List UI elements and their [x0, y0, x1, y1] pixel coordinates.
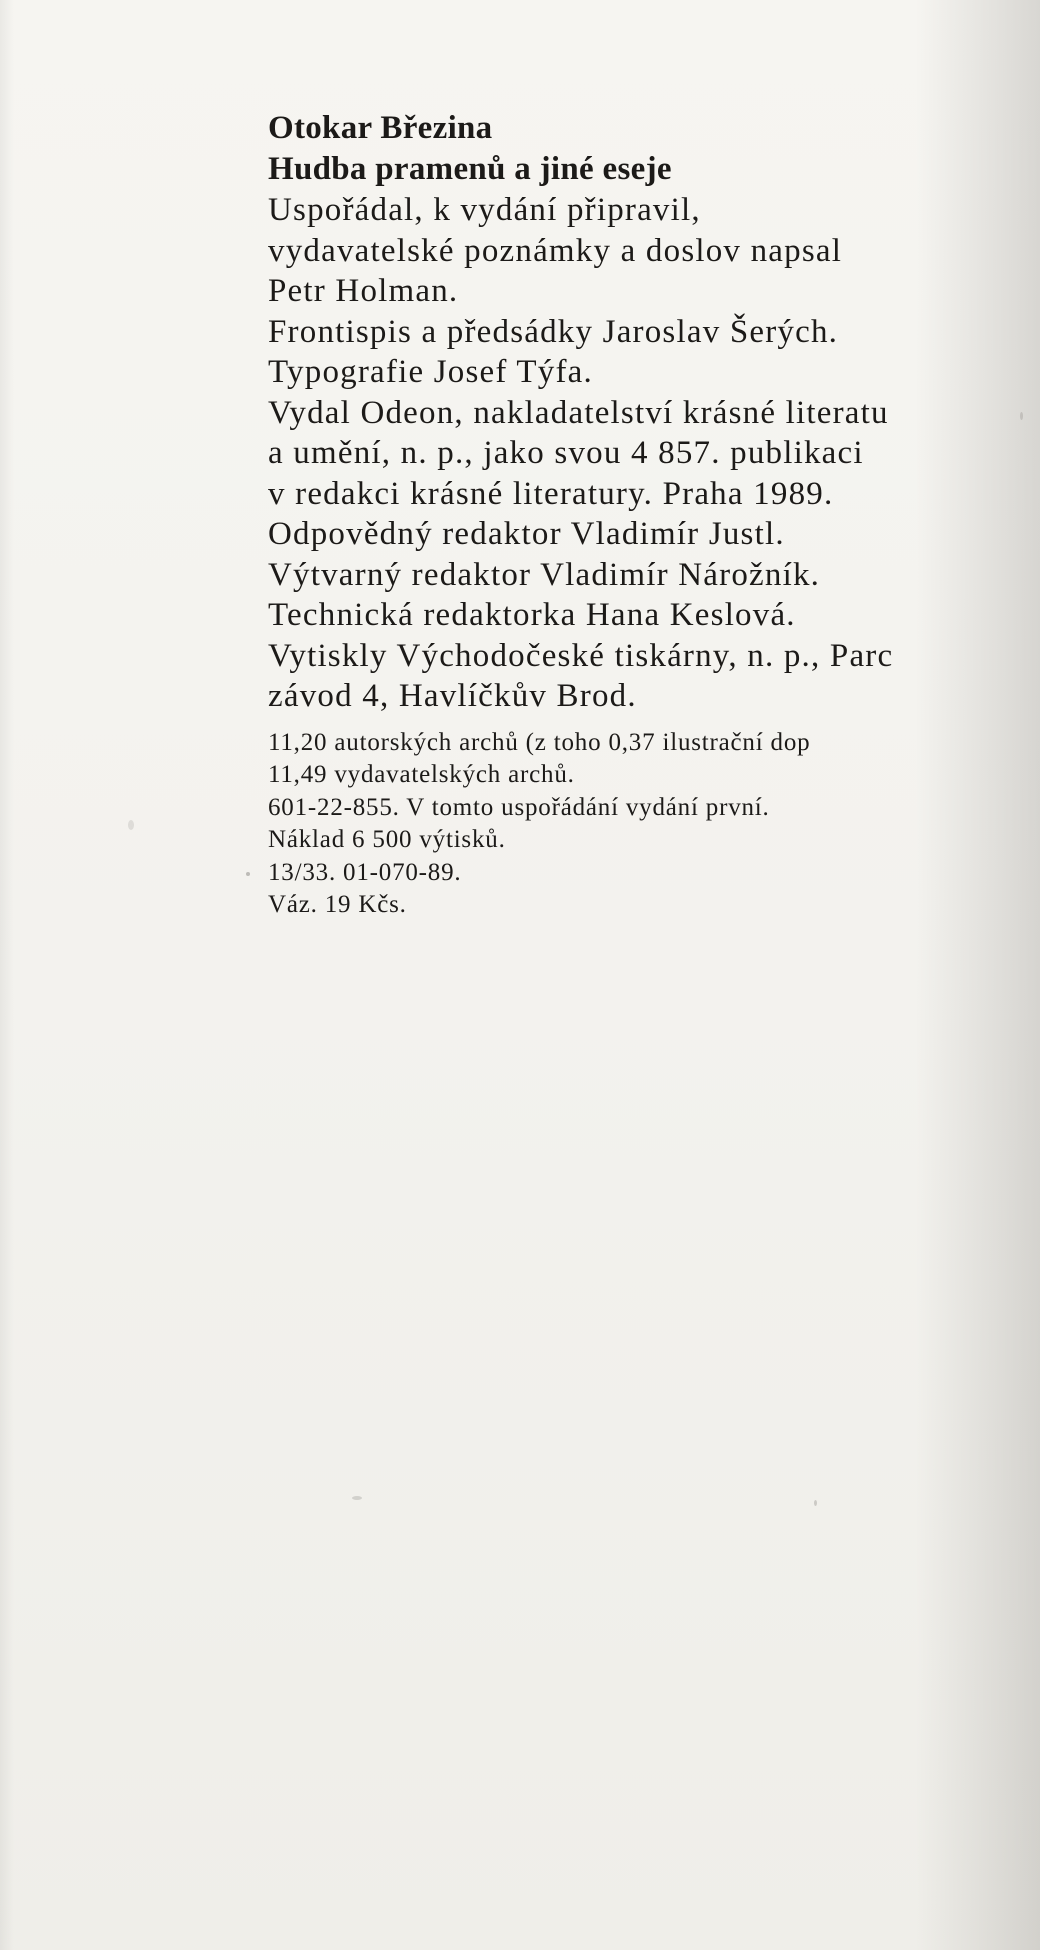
- colophon-small-line: 11,49 vydavatelských archů.: [268, 761, 575, 788]
- colophon-line: vydavatelské poznámky a doslov napsal: [268, 232, 843, 269]
- colophon-small-line: 601-22-855. V tomto uspořádání vydání první.: [268, 793, 770, 821]
- paper-speck: [814, 1500, 817, 1506]
- colophon-block: [268, 108, 1040, 922]
- colophon-line: závod 4, Havlíčkův Brod.: [268, 678, 637, 714]
- colophon-line: Výtvarný redaktor Vladimír Nárožník.: [268, 556, 821, 593]
- colophon-line: Typografie Josef Týfa.: [268, 354, 593, 390]
- page-edge-shadow: [0, 0, 14, 1950]
- colophon-line: Petr Holman.: [268, 273, 459, 309]
- colophon-small-line: 11,20 autorských archů (z toho 0,37 ilustrační dop: [268, 728, 811, 756]
- paper-speck: [352, 1496, 362, 1500]
- colophon-line: Technická redaktorka Hana Keslová.: [268, 597, 796, 633]
- paper-speck: [128, 820, 134, 830]
- colophon-line: Vydal Odeon, nakladatelství krásné literatu: [268, 394, 889, 431]
- paper-speck: [1020, 412, 1023, 420]
- colophon-line: Frontispis a předsádky Jaroslav Šerých.: [268, 313, 839, 350]
- colophon-small-line: Váz. 19 Kčs.: [268, 891, 407, 918]
- colophon-line: a umění, n. p., jako svou 4 857. publikaci: [268, 435, 864, 471]
- book-title: Hudba pramenů a jiné eseje: [268, 151, 672, 187]
- colophon-small-line: 13/33. 01-070-89.: [268, 858, 462, 886]
- colophon-line: Vytiskly Východočeské tiskárny, n. p., Parc: [268, 637, 894, 674]
- colophon-small-line: Náklad 6 500 výtisků.: [268, 826, 506, 853]
- colophon-line: Uspořádal, k vydání připravil,: [268, 192, 701, 228]
- colophon-line: Odpovědný redaktor Vladimír Justl.: [268, 516, 785, 552]
- book-author: Otokar Březina: [268, 110, 493, 146]
- paper-speck: [246, 872, 250, 876]
- colophon-line: v redakci krásné literatury. Praha 1989.: [268, 475, 834, 512]
